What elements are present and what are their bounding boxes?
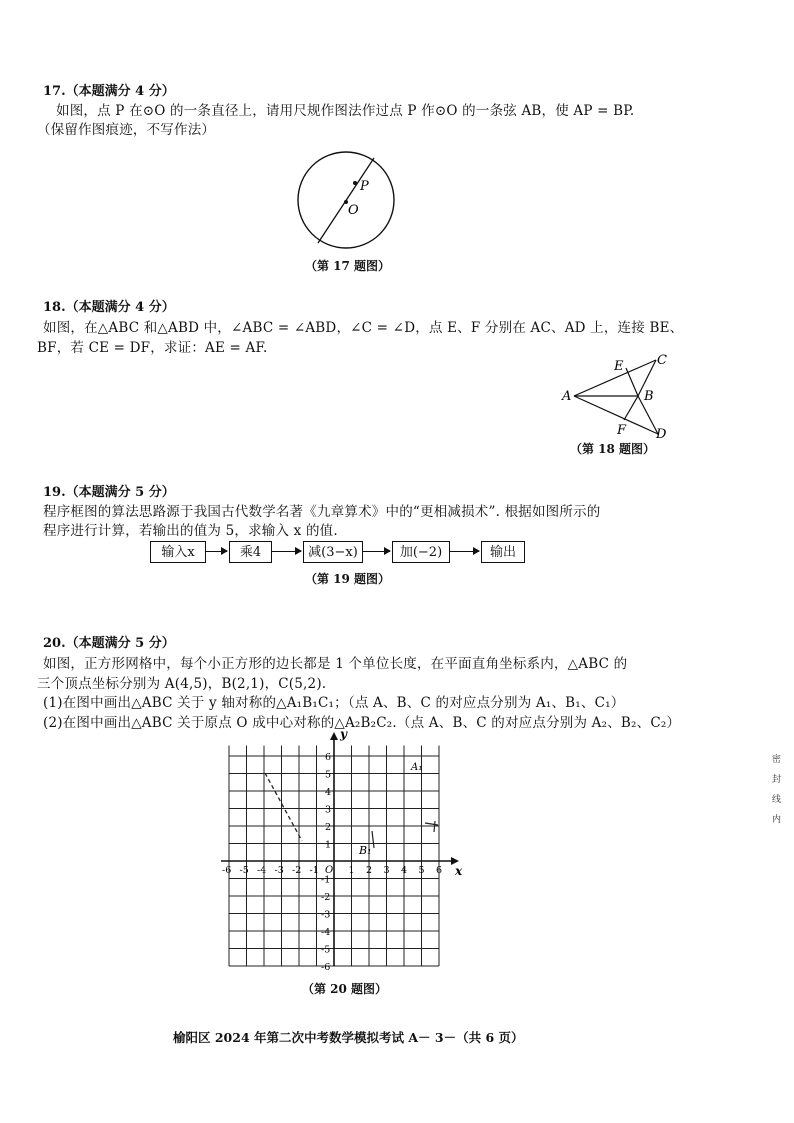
x-tick-label: -3 bbox=[274, 865, 284, 876]
q20-caption: （第 20 题图） bbox=[302, 982, 388, 996]
y-tick-label: -4 bbox=[321, 927, 331, 938]
sketch-label-b1: B₁ bbox=[359, 844, 372, 857]
label-b: B bbox=[644, 389, 654, 404]
y-tick-label: -1 bbox=[321, 874, 331, 886]
x-tick-label: -4 bbox=[257, 865, 267, 876]
flow-arrow-1 bbox=[206, 551, 227, 552]
q20-text-line-3: (1)在图中画出△ABC 关于 y 轴对称的△A₁B₁C₁；（点 A、B、C 的对应点分别为 A₁、B₁、C₁） bbox=[43, 695, 625, 711]
margin-mark: 线 bbox=[772, 795, 782, 805]
flow-box-input: 输入x bbox=[150, 541, 206, 563]
q20-text-line-4: (2)在图中画出△ABC 关于原点 O 成中心对称的△A₂B₂C₂.（点 A、B、C 的对应点分别为 A₂、B₂、C₂） bbox=[43, 715, 681, 731]
y-tick-label: -3 bbox=[321, 909, 331, 921]
x-tick-label: -2 bbox=[292, 865, 302, 876]
q18-caption: （第 18 题图） bbox=[570, 442, 656, 456]
label-d: D bbox=[656, 427, 667, 442]
q18-header: 18.（本题满分 4 分） bbox=[43, 300, 175, 315]
q19-header: 19.（本题满分 5 分） bbox=[43, 485, 175, 500]
x-tick-label: 4 bbox=[401, 865, 408, 876]
y-tick-label: 6 bbox=[325, 752, 332, 763]
q17-header: 17.（本题满分 4 分） bbox=[43, 84, 175, 99]
y-tick-label: 1 bbox=[325, 839, 332, 851]
q19-caption: （第 19 题图） bbox=[305, 572, 391, 586]
flow-arrow-4 bbox=[450, 551, 479, 552]
y-tick-label: -2 bbox=[321, 892, 331, 903]
y-tick-label: 5 bbox=[325, 769, 332, 781]
sketch-dashed-line bbox=[265, 773, 302, 841]
label-o: O bbox=[348, 203, 359, 218]
margin-mark: 封 bbox=[772, 775, 782, 785]
q18-text-line-1: 如图，在△ABC 和△ABD 中，∠ABC = ∠ABD，∠C = ∠D，点 E、F 分别在 AC、AD 上，连接 BE、 bbox=[43, 320, 684, 336]
page-footer: 榆阳区 2024 年第二次中考数学模拟考试 A－ 3－（共 6 页） bbox=[173, 1030, 524, 1045]
q19-text-line-2: 程序进行计算，若输出的值为 5，求输入 x 的值. bbox=[43, 523, 338, 539]
sketch-mark bbox=[372, 831, 374, 848]
x-tick-label: -1 bbox=[309, 865, 319, 876]
q18-text-line-2: BF，若 CE = DF，求证：AE = AF. bbox=[37, 340, 268, 356]
q20-text-line-1: 如图，正方形网格中，每个小正方形的边长都是 1 个单位长度，在平面直角坐标系内，△ABC 的 bbox=[43, 656, 628, 672]
label-f: F bbox=[617, 423, 627, 438]
x-tick-label: 5 bbox=[418, 865, 425, 876]
flow-box-output: 输出 bbox=[481, 541, 525, 563]
margin-mark: 内 bbox=[772, 815, 782, 825]
label-c: C bbox=[657, 353, 667, 368]
tick-labels bbox=[222, 752, 442, 973]
flow-arrow-2 bbox=[272, 551, 301, 552]
flow-box-subtract: 减(3−x) bbox=[303, 541, 363, 563]
point-p bbox=[353, 181, 357, 185]
label-e: E bbox=[614, 359, 624, 374]
q20-header: 20.（本题满分 5 分） bbox=[43, 636, 175, 651]
x-tick-label: 2 bbox=[366, 865, 373, 876]
y-tick-label: -6 bbox=[321, 962, 331, 973]
flow-box-multiply: 乘4 bbox=[229, 541, 272, 563]
x-axis-label: x bbox=[455, 864, 463, 878]
margin-mark: 密 bbox=[772, 755, 782, 765]
x-tick-label: 1 bbox=[348, 865, 355, 876]
label-a: A bbox=[562, 389, 572, 404]
x-tick-label: -6 bbox=[222, 865, 232, 876]
y-tick-label: 2 bbox=[325, 822, 332, 833]
y-axis-label: y bbox=[340, 728, 347, 741]
q17-text-line-2: （保留作图痕迹，不写作法） bbox=[37, 122, 216, 138]
flow-arrow-3 bbox=[363, 551, 390, 552]
y-tick-label: 4 bbox=[325, 787, 332, 798]
x-tick-label: 3 bbox=[383, 865, 390, 876]
y-tick-label: -5 bbox=[321, 944, 331, 956]
q17-circle-figure bbox=[290, 150, 420, 255]
origin-label: O bbox=[325, 865, 334, 876]
sketch-mark bbox=[425, 823, 438, 825]
x-tick-label: 6 bbox=[436, 865, 443, 876]
q17-caption: （第 17 题图） bbox=[305, 259, 391, 273]
q19-text-line-1: 程序框图的算法思路源于我国古代数学名著《九章算术》中的“更相减损术”. 根据如图所示的 bbox=[43, 504, 601, 520]
q18-triangle-figure bbox=[560, 350, 680, 442]
y-axis-arrow bbox=[330, 732, 338, 740]
label-p: P bbox=[360, 179, 369, 194]
q17-text-line-1: 如图，点 P 在⊙O 的一条直径上，请用尺规作图法作过点 P 作⊙O 的一条弦 AB，使 AP = BP. bbox=[56, 103, 635, 119]
y-tick-label: 3 bbox=[325, 804, 332, 816]
flow-box-add: 加(−2) bbox=[392, 541, 450, 563]
q20-text-line-2: 三个顶点坐标分别为 A(4,5)，B(2,1)，C(5,2). bbox=[37, 676, 327, 692]
sketch-mark bbox=[434, 821, 435, 832]
x-tick-label: -5 bbox=[239, 865, 249, 876]
axes bbox=[221, 728, 463, 966]
coordinate-grid bbox=[212, 728, 472, 973]
sketch-label-a1: A₁ bbox=[411, 762, 423, 773]
